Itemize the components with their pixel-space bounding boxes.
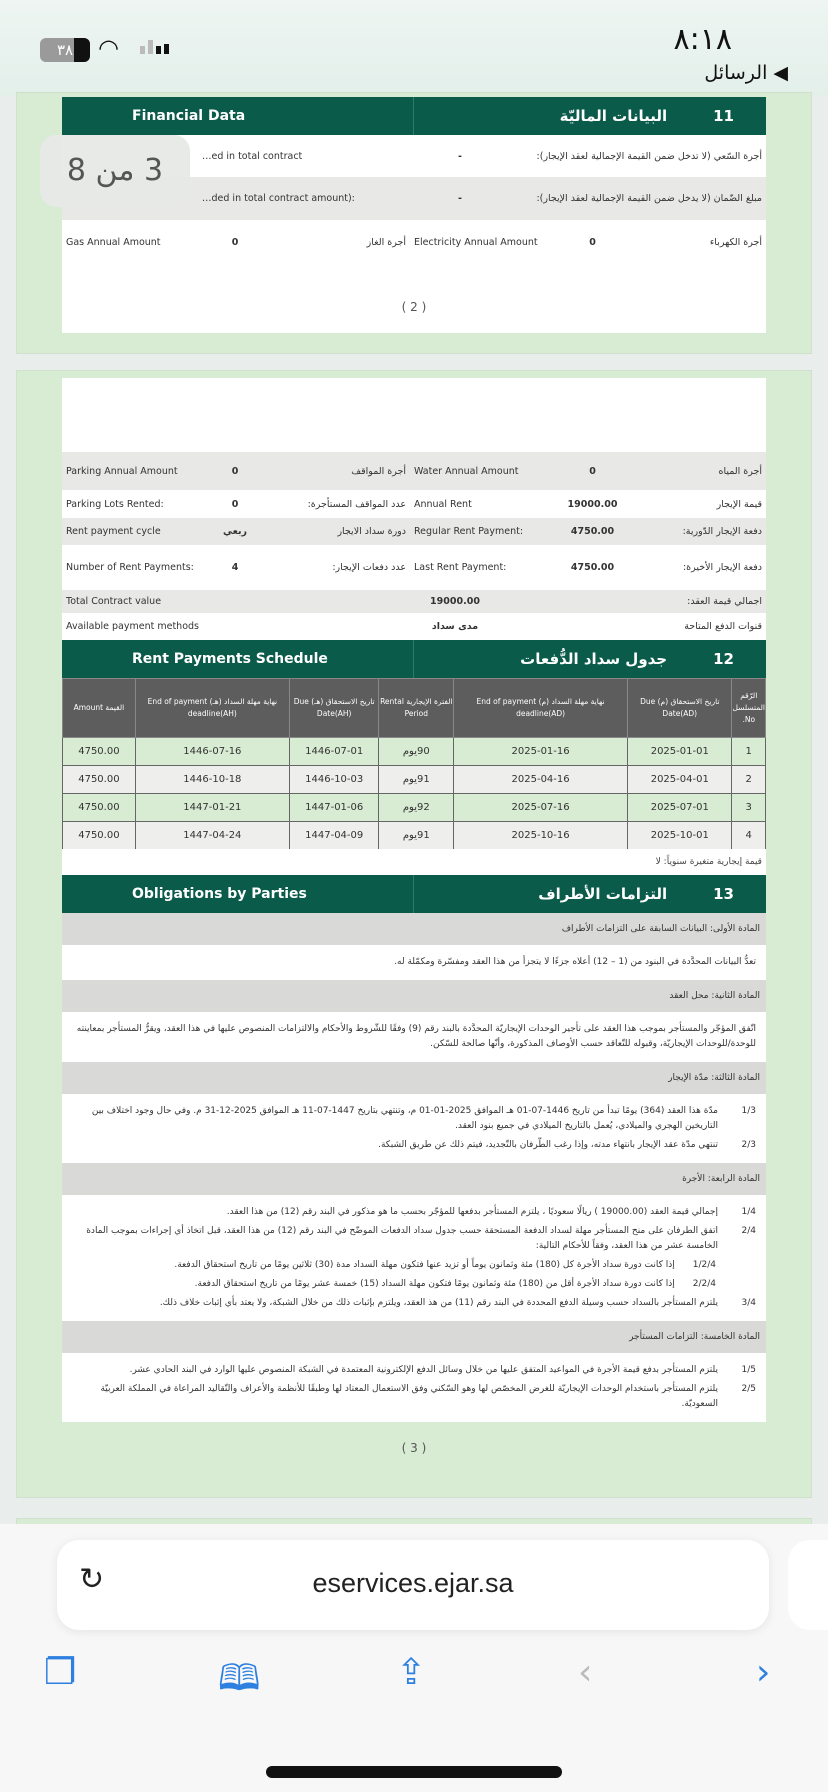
field-value: 4 [231, 562, 239, 573]
field-label: Annual Rent [414, 498, 472, 510]
forward-icon[interactable]: › [756, 1652, 771, 1693]
clause-number: 2/5 [741, 1384, 756, 1394]
field-value: 0 [231, 465, 239, 477]
field-label: …ed in total contract [202, 150, 303, 162]
clause-text: تعدُّ البيانات المحدَّدة في البنود من (1 – 12) أعلاه جزءًا لا يتجزأ من هذا العقد ومفسّرة ومكمّلة له. [394, 957, 756, 967]
clock: ٨:١٨ [673, 22, 732, 57]
clause-text: يلتزم المستأجر بالسداد حسب وسيلة الدفع المحددة في البند رقم (11) من هذ العقد، ويلتزم بإثبات ذلك من خلال الشبكة، ولا يعتد بأي إثبات خلاف ذلك. [159, 1298, 718, 1308]
field-label: Available payment methods [66, 621, 199, 632]
field-value: 4750.00 [570, 526, 615, 537]
clause-number: 1/2/4 [692, 1260, 716, 1270]
table-cell: 2025-07-16 [454, 794, 628, 822]
field-label: اجمالي قيمة العقد: [687, 596, 762, 607]
section-header-financial [62, 97, 766, 135]
table-cell: 3 [732, 794, 766, 822]
share-icon[interactable]: ⇪ [396, 1652, 427, 1693]
section-title-en: Rent Payments Schedule [62, 640, 414, 678]
clause-text: يلتزم المستأجر باستخدام الوحدات الإيجاريّة للغرض المخصّص لها وهو السّكني وفق الاستعمال المعتاد لها وطبقًا للأنظمة والأعراف والتّقاليد المراعاة في المملكة العربيّة السعوديّة. [100, 1384, 718, 1409]
section-number: 11 [713, 107, 734, 125]
clause-text: تنتهي مدّة عقد الإيجار بانتهاء مدته، وإذا رغب الطّرفان بالتّجديد، فيتم ذلك عن طريق الشبكة. [378, 1140, 718, 1150]
data-row [62, 452, 766, 490]
article-title: المادة الرابعة: الأجرة [62, 1163, 766, 1195]
table-cell: 2025-07-01 [628, 794, 732, 822]
page-indicator: 3 من 8 [40, 135, 190, 207]
clause [72, 1363, 756, 1378]
article-body [62, 1012, 766, 1062]
section-title-en: Financial Data [62, 97, 414, 135]
section-title-en: Obligations by Parties [62, 875, 414, 913]
clause-number: 3/4 [741, 1298, 756, 1308]
field-value: ربعي [222, 526, 247, 537]
next-tab-preview[interactable] [788, 1540, 828, 1630]
field-label: أجرة المواقف [351, 465, 406, 477]
table-cell: 1447-01-21 [135, 794, 289, 822]
clause [72, 1258, 756, 1273]
table-cell: 4 [732, 822, 766, 850]
clause [72, 1277, 756, 1292]
column-header: تاريخ الاستحقاق (م) Due Date(AD) [628, 679, 732, 738]
clause-text: إجمالي قيمة العقد (19000.00 ) ريالًا سعوديًا ، يلتزم المستأجر بدفعها للمؤجّر بحسب ما هو مذكور في البند رقم (12) من هذا العقد. [226, 1207, 718, 1217]
clause-text: إذا كانت دورة سداد الأجرة كل (180) مئة وثمانون يوماً أو تزيد عنها فتكون مهلة السداد مدة (30) ثلاثين يومًا من تاريخ استحقاق الدفعة. [174, 1260, 675, 1270]
wifi-icon: ◠ [98, 34, 119, 62]
clause [72, 1296, 756, 1311]
clause-text: اتّفق المؤجّر والمستأجر بموجب هذا العقد على تأجير الوحدات الإيجاريّة المحدَّدة بالبند رقم (9) وفقًا للشّروط والأحكام والالتزامات المنصوص عليها في هذا العقد، ويقرُّ المستأجر بمعاينته للوحدة/للوحدات الإيجاريّة، وقبوله للتّعاقد حسب الأوصاف المذكورة، وأنّها صالحة للسّكن. [76, 1024, 756, 1049]
column-header: نهاية مهلة السداد (م) End of payment deadline(AD) [454, 679, 628, 738]
table-row [63, 794, 766, 822]
status-bar [0, 0, 828, 96]
field-label: Rent payment cycle [66, 526, 161, 537]
article-body [62, 1094, 766, 1163]
column-header: الفترة الإيجارية Rental Period [379, 679, 454, 738]
column-header: القيمة Amount [63, 679, 136, 738]
field-label: Electricity Annual Amount [414, 237, 538, 248]
obligations-articles [62, 913, 766, 1422]
table-cell: 1446-10-18 [135, 766, 289, 794]
field-value: 19000.00 [567, 498, 618, 510]
column-header: الرّقم المتسلسل No. [732, 679, 766, 738]
data-row [62, 220, 766, 265]
table-cell: 1446-07-16 [135, 738, 289, 766]
clause-number: 2/2/4 [692, 1279, 716, 1289]
section-title-ar: البيانات الماليّة [559, 107, 668, 125]
total-contract-value-row [62, 590, 766, 613]
field-label: عدد المواقف المستأجرة: [307, 498, 406, 510]
table-row [63, 822, 766, 850]
table-cell: 1 [732, 738, 766, 766]
field-value: - [458, 150, 462, 162]
field-label: دورة سداد الايجار [337, 526, 406, 537]
table-cell: 4750.00 [63, 766, 136, 794]
clause [72, 1224, 756, 1254]
section-header-schedule [62, 640, 766, 678]
article-body [62, 1195, 766, 1321]
table-cell: 92يوم [379, 794, 454, 822]
reload-icon[interactable]: ↻ [79, 1562, 105, 1597]
table-cell: 2025-04-16 [454, 766, 628, 794]
bookmarks-icon[interactable]: 🕮 [218, 1658, 261, 1699]
payment-methods-row [62, 613, 766, 640]
table-cell: 2025-04-01 [628, 766, 732, 794]
field-value: - [458, 193, 462, 204]
table-cell: 1447-04-09 [289, 822, 379, 850]
field-label: أجرة الكهرباء [709, 237, 762, 248]
field-value: 0 [231, 237, 239, 248]
field-value: 4750.00 [570, 562, 615, 573]
field-label: أجرة السّعي (لا تدخل ضمن القيمة الإجمالية لعقد الإيجار): [536, 150, 762, 162]
table-cell: 2 [732, 766, 766, 794]
browser-toolbar [0, 1524, 828, 1792]
field-label: أجرة الغاز [366, 237, 406, 248]
table-row [63, 738, 766, 766]
clause [72, 1022, 756, 1052]
field-label: عدد دفعات الإيجار: [332, 562, 406, 573]
article-title: المادة الثالثة: مدّة الإيجار [62, 1062, 766, 1094]
clause [72, 1138, 756, 1153]
field-label: Water Annual Amount [414, 465, 519, 477]
table-cell: 2025-10-16 [454, 822, 628, 850]
section-number: 13 [713, 885, 734, 903]
clause [72, 1382, 756, 1412]
field-value: 0 [589, 237, 596, 248]
field-label: Parking Lots Rented: [66, 498, 164, 510]
article-title: المادة الأولى: البيانات السابقة على التزامات الأطراف [62, 913, 766, 945]
section-header-obligations [62, 875, 766, 913]
address-bar[interactable] [57, 1540, 769, 1630]
table-row [63, 766, 766, 794]
field-label: أجرة المياه [718, 465, 762, 477]
tabs-icon[interactable]: ❐ [44, 1652, 77, 1693]
table-cell: 90يوم [379, 738, 454, 766]
clause-number: 1/4 [741, 1207, 756, 1217]
field-value: مدى سداد [431, 621, 479, 632]
table-cell: 2025-01-01 [628, 738, 732, 766]
table-cell: 91يوم [379, 766, 454, 794]
page-number: ( 2 ) [401, 300, 427, 314]
field-label: …ded in total contract amount): [202, 193, 355, 204]
field-label: Total Contract value [66, 596, 162, 607]
battery-icon: ٣٨ [40, 38, 90, 62]
back-to-messages[interactable]: ◀ الرسائل [704, 62, 788, 84]
back-icon[interactable]: ‹ [578, 1652, 593, 1693]
variable-rent-note: قيمة إيجارية متغيرة سنوياً: لا [62, 849, 766, 875]
field-label: دفعة الإيجار الدّورية: [682, 526, 762, 537]
field-label: Regular Rent Payment: [414, 526, 524, 537]
table-cell: 4750.00 [63, 794, 136, 822]
page-footer [62, 265, 766, 333]
table-cell: 1446-10-03 [289, 766, 379, 794]
field-label: قنوات الدفع المتاحة [684, 621, 762, 632]
data-row [62, 490, 766, 518]
table-cell: 91يوم [379, 822, 454, 850]
column-header: نهاية مهلة السداد (هـ) End of payment deadline(AH) [135, 679, 289, 738]
section-title-ar: جدول سداد الدُّفعات [520, 650, 668, 668]
clause [72, 1104, 756, 1134]
field-label: مبلغ الضّمان (لا يدخل ضمن القيمة الإجمالية لعقد الإيجار): [536, 193, 762, 204]
field-label: Last Rent Payment: [414, 562, 507, 573]
clause-text: مدّة هذا العقد (364) يومًا تبدأ من تاريخ 1446-07-01 هـ الموافق 2025-01-01 م، وتنتهي بتاريخ 1447-07-11 هـ الموافق 2025-12-31 م. وفي حال وجود اختلاف بين التاريخين الهجري والميلادي، يُعمل بالتاريخ الميلادي في جميع بنود العقد. [91, 1106, 718, 1131]
data-row [62, 545, 766, 590]
article-body [62, 945, 766, 980]
column-header: تاريخ الاستحقاق (هـ) Due Date(AH) [289, 679, 379, 738]
page-top [62, 378, 766, 452]
table-cell: 4750.00 [63, 738, 136, 766]
table-cell: 2025-01-16 [454, 738, 628, 766]
clause-number: 2/3 [741, 1140, 756, 1150]
clause-number: 2/4 [741, 1226, 756, 1236]
field-value: 0 [231, 498, 239, 510]
table-cell: 2025-10-01 [628, 822, 732, 850]
url-text[interactable]: eservices.ejar.sa [312, 1568, 514, 1598]
article-title: المادة الخامسة: التزامات المستأجر [62, 1321, 766, 1353]
clause-text: اتفق الطرفان على منح المستأجر مهلة لسداد الدفعة المستحقة حسب جدول سداد الدفعات الموضّح في البند رقم (12) من هذا العقد، قبل اتخاذ أي إجراءات بموجب المادة الخامسة عشر من هذا العقد، وفقاً للأحكام التالية: [86, 1226, 718, 1251]
page-number: ( 3 ) [401, 1441, 427, 1455]
article-body [62, 1353, 766, 1422]
clause-number: 1/3 [741, 1106, 756, 1116]
field-label: Gas Annual Amount [66, 237, 161, 248]
clause-number: 1/5 [741, 1365, 756, 1375]
clause [72, 955, 756, 970]
cellular-signal-icon [140, 40, 169, 54]
clause [72, 1205, 756, 1220]
field-value: 19000.00 [430, 596, 480, 607]
field-label: Parking Annual Amount [66, 465, 178, 477]
field-value: 0 [589, 465, 596, 477]
section-number: 12 [713, 650, 734, 668]
home-indicator [266, 1766, 562, 1778]
section-title-ar: التزامات الأطراف [538, 885, 668, 903]
table-cell: 1447-01-06 [289, 794, 379, 822]
field-label: Number of Rent Payments: [66, 562, 194, 573]
table-cell: 1447-04-24 [135, 822, 289, 850]
table-cell: 4750.00 [63, 822, 136, 850]
clause-text: يلتزم المستأجر بدفع قيمة الأجرة في المواعيد المتفق عليها من خلال وسائل الدفع الإلكترونية المعتمدة في الشبكة المنصوص عليها الوارد في البند الحادي عشر. [129, 1365, 718, 1375]
article-title: المادة الثانية: محل العقد [62, 980, 766, 1012]
field-label: دفعة الإيجار الأخيرة: [682, 562, 762, 573]
field-label: قيمة الإيجار [716, 498, 762, 510]
rent-schedule-table [62, 678, 766, 850]
data-row [62, 518, 766, 545]
table-cell: 1446-07-01 [289, 738, 379, 766]
clause-text: إذا كانت دورة سداد الأجرة أقل من (180) مئة وثمانون يومًا فتكون مهلة السداد (15) خمسة عشر يومًا من تاريخ استحقاق الدفعة. [194, 1279, 675, 1289]
